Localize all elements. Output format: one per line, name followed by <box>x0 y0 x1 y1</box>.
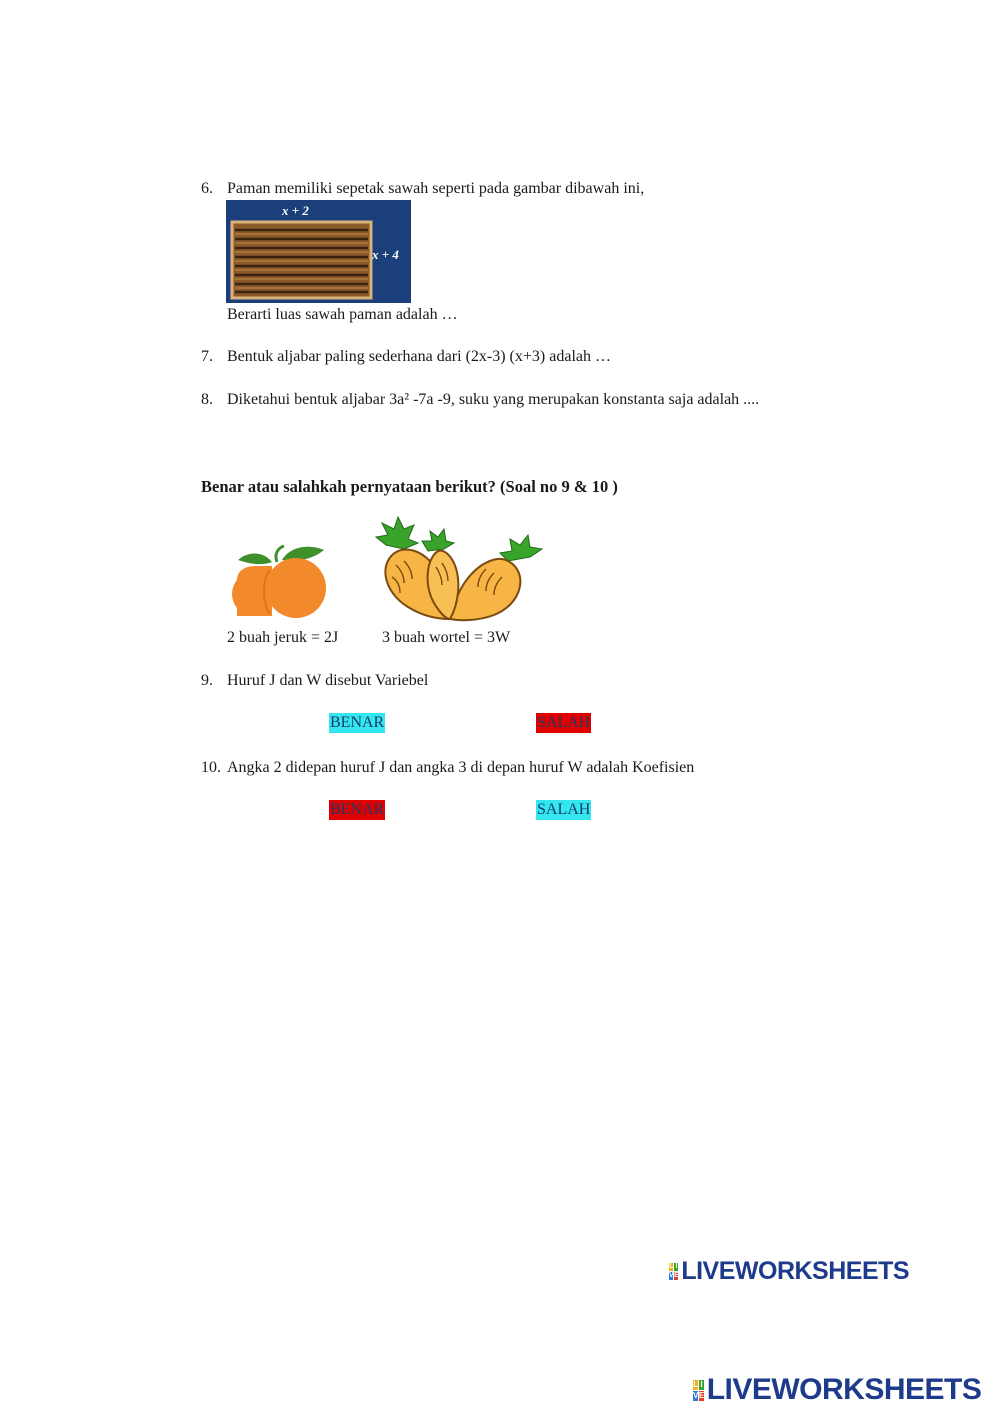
question-10-text: Angka 2 didepan huruf J dan angka 3 di depan huruf W adalah Koefisien <box>227 759 695 776</box>
section-heading: Benar atau salahkah pernyataan berikut? (Soal no 9 & 10 ) <box>201 477 618 496</box>
field-width-label: x + 2 <box>282 203 309 218</box>
question-7-text: Bentuk aljabar paling sederhana dari (2x-3) (x+3) adalah … <box>227 348 611 365</box>
question-7-number: 7. <box>201 348 213 365</box>
liveworksheets-footer-logo-text: LIVEWORKSHEETS <box>706 1373 982 1406</box>
liveworksheets-footer-logo <box>693 1373 981 1407</box>
question-10-benar-option[interactable]: BENAR <box>330 801 385 818</box>
liveworksheets-footer-logo-icon: L I V E <box>693 1379 704 1400</box>
question-10-number: 10. <box>201 759 221 776</box>
carrot-caption: 3 buah wortel = 3W <box>382 629 511 646</box>
liveworksheets-logo <box>669 1257 909 1286</box>
carrots-image <box>368 515 548 625</box>
question-9-number: 9. <box>201 672 213 689</box>
liveworksheets-logo-text: LIVEWORKSHEETS <box>681 1257 910 1285</box>
question-9-salah-option[interactable]: SALAH <box>537 714 591 731</box>
orange-caption: 2 buah jeruk = 2J <box>227 629 339 646</box>
question-9-benar-option[interactable]: BENAR <box>330 714 385 731</box>
oranges-image <box>232 540 332 620</box>
question-6-followup: Berarti luas sawah paman adalah … <box>227 306 458 323</box>
rice-field-figure <box>226 200 411 303</box>
liveworksheets-logo-icon: L I V E <box>669 1263 679 1279</box>
question-6-text: Paman memiliki sepetak sawah seperti pada gambar dibawah ini, <box>227 180 645 197</box>
question-10-salah-option[interactable]: SALAH <box>537 801 591 818</box>
question-9-text: Huruf J dan W disebut Variebel <box>227 672 429 689</box>
field-height-label: x + 4 <box>372 247 399 262</box>
question-8-text: Diketahui bentuk aljabar 3a² -7a -9, suku yang merupakan konstanta saja adalah .... <box>227 391 760 408</box>
question-6-number: 6. <box>201 180 213 197</box>
question-8-number: 8. <box>201 391 213 408</box>
